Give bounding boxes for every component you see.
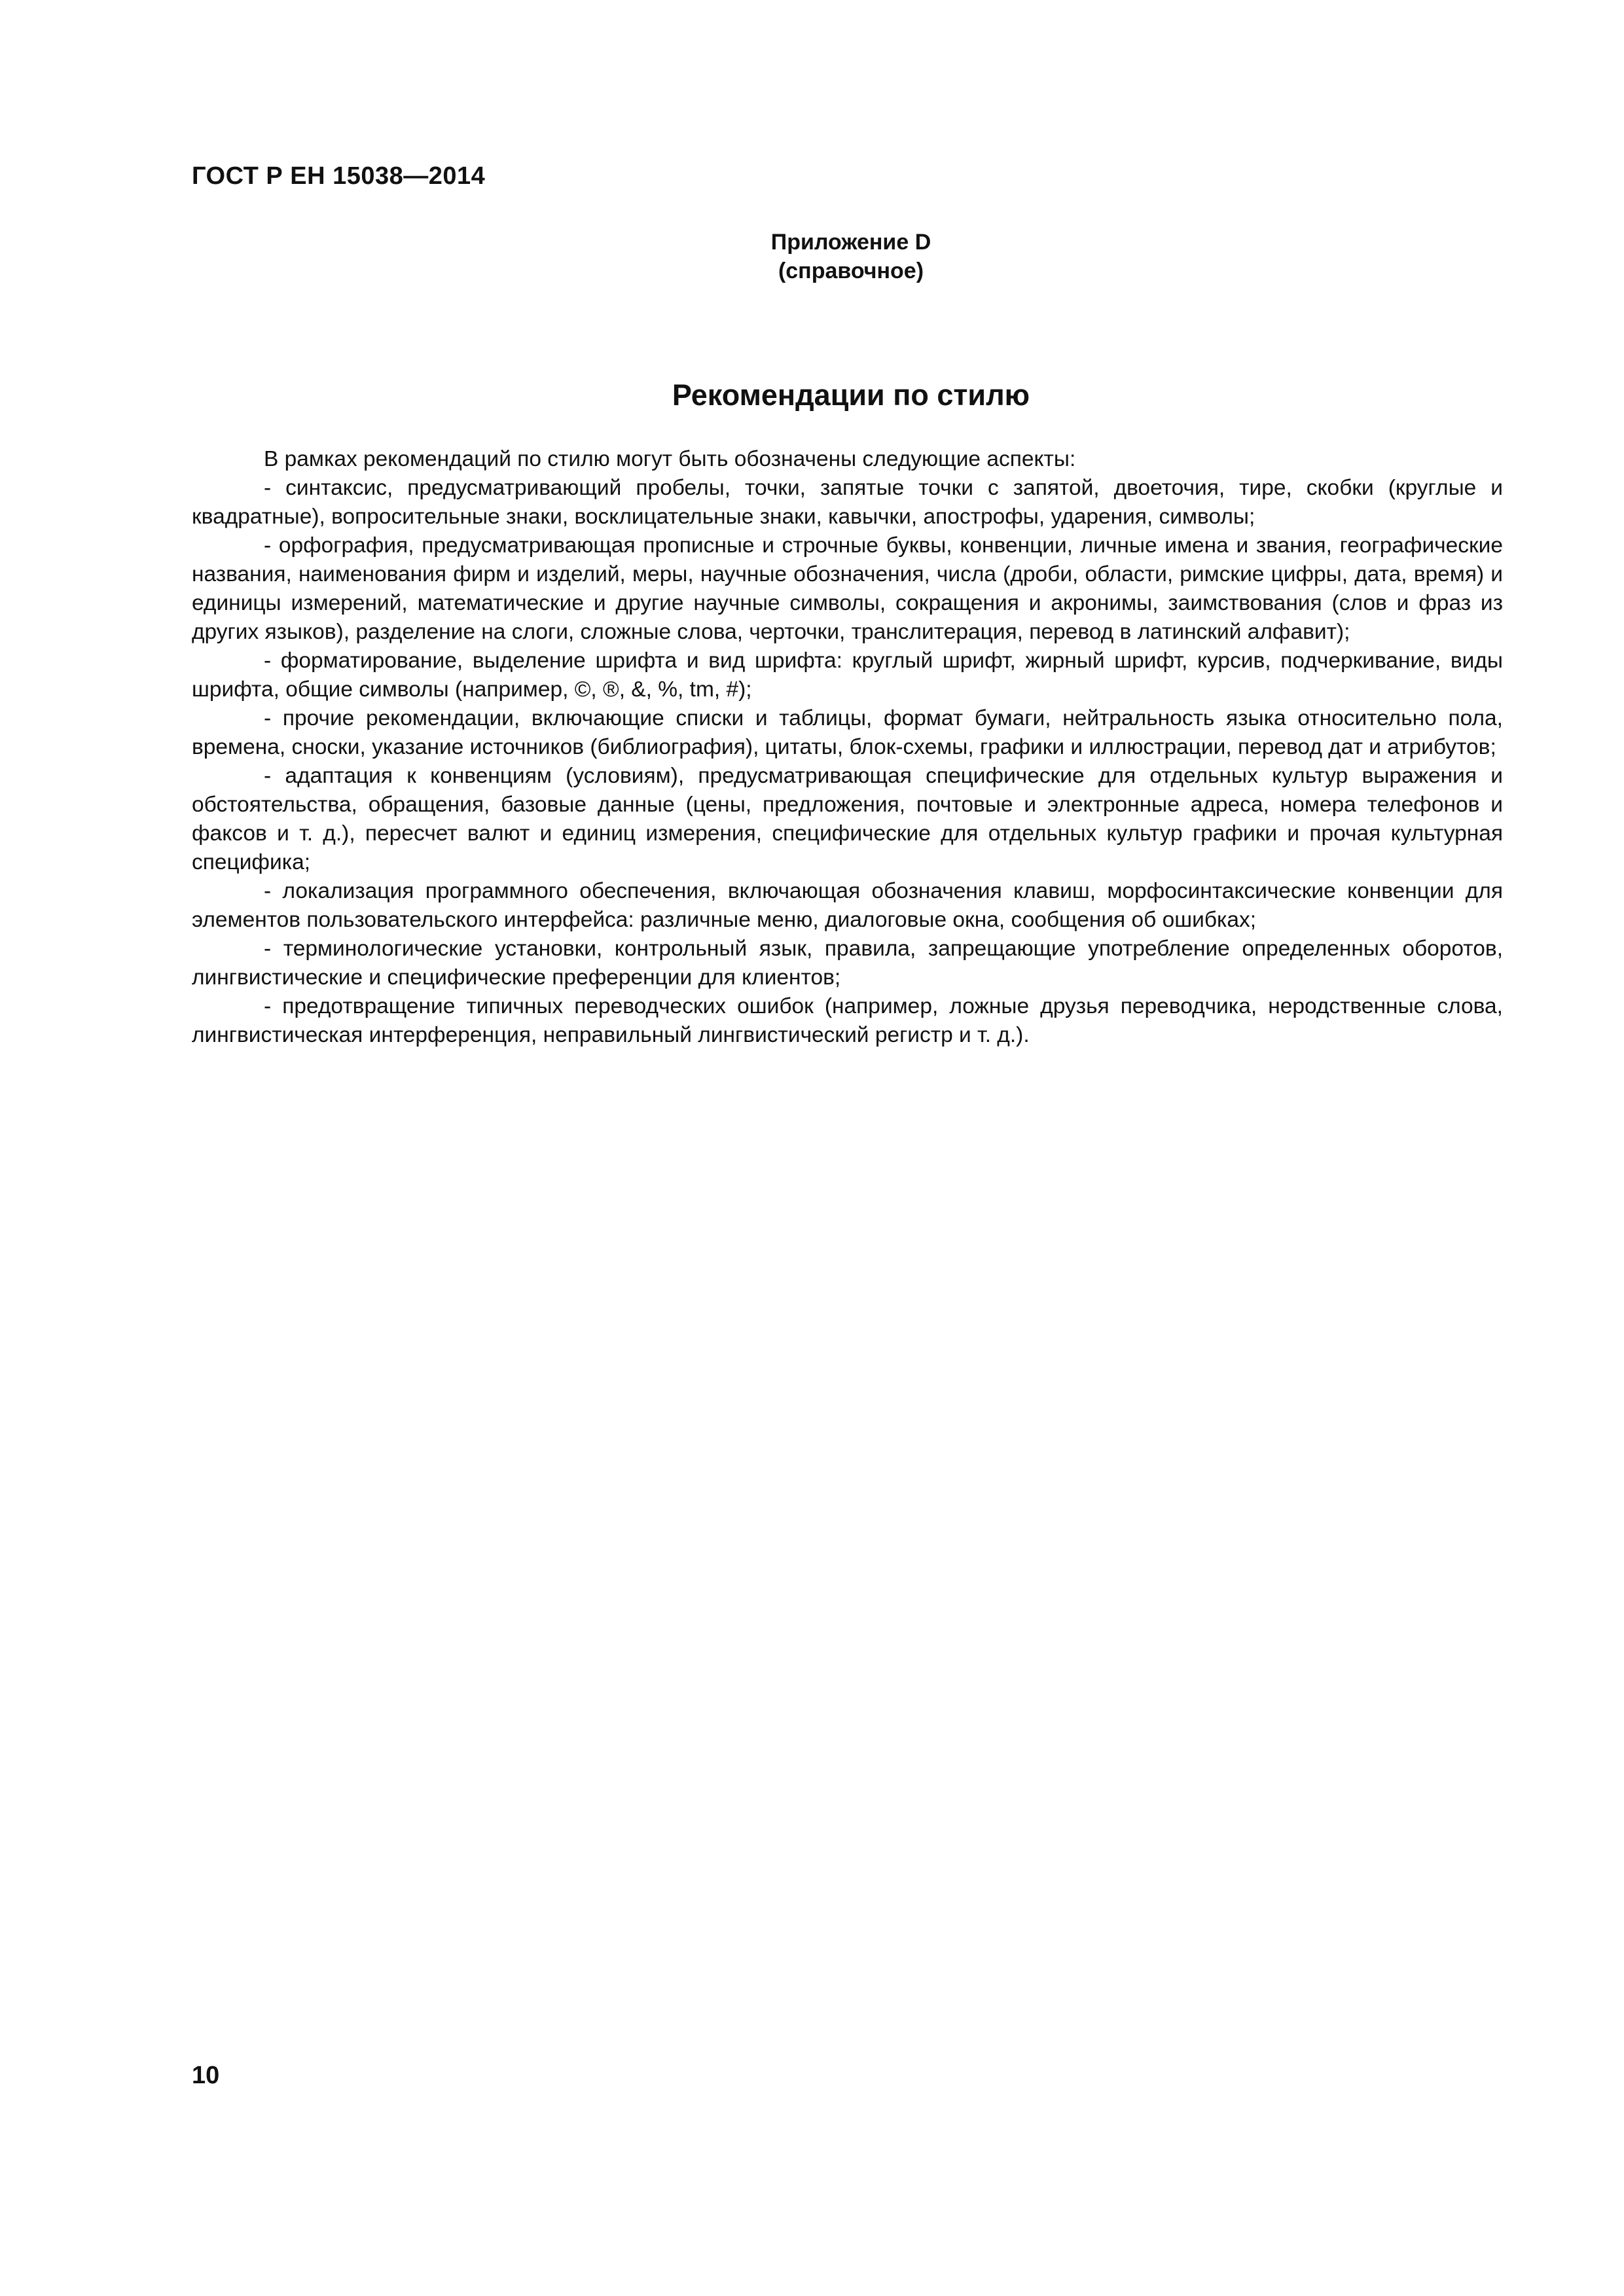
paragraph-other-recommendations: - прочие рекомендации, включающие списки и таблицы, формат бумаги, нейтральность языка относительно пола, времена, сноски, указание источников (библиография), цитаты, блок-схемы, графики и иллюстрации, перевод дат и атрибутов;: [192, 706, 1503, 759]
paragraph-adaptation: - адаптация к конвенциям (условиям), предусматривающая специфические для отдельных культур выражения и обстоятельства, обращения, базовые данные (цены, предложения, почтовые и электронные адреса, номера телефонов и факсов и т. д.), пересчет валют и единиц измерения, специфические для отдельных культур графики и прочая культурная специфика;: [192, 764, 1503, 874]
appendix-heading: [668, 228, 1034, 285]
body-text: [192, 445, 1503, 1050]
paragraph-terminology: - терминологические установки, контрольный язык, правила, запрещающие употребление определенных оборотов, лингвистические и специфические преференции для клиентов;: [192, 937, 1503, 990]
paragraph-localization: - локализация программного обеспечения, включающая обозначения клавиш, морфосинтаксические конвенции для элементов пользовательского интерфейса: различные меню, диалоговые окна, сообщения об ошибках;: [192, 879, 1503, 932]
appendix-type: (справочное): [778, 259, 924, 283]
paragraph-formatting: - форматирование, выделение шрифта и вид шрифта: круглый шрифт, жирный шрифт, курсив, подчеркивание, виды шрифта, общие символы (например, ©, ®, &, %, tm, #);: [192, 649, 1503, 702]
paragraph-error-prevention: - предотвращение типичных переводческих ошибок (например, ложные друзья переводчика, неродственные слова, лингвистическая интерференция, неправильный лингвистический регистр и т. д.).: [192, 994, 1503, 1047]
appendix-label: Приложение D: [770, 230, 931, 255]
paragraph-orthography: - орфография, предусматривающая прописные и строчные буквы, конвенции, личные имена и звания, географические названия, наименования фирм и изделий, меры, научные обозначения, числа (дроби, области, римские цифры, дата, время) и единицы измерений, математические и другие научные символы, сокращения и акронимы, заимствования (слов и фраз из других языков), разделение на слоги, сложные слова, черточки, транслитерация, перевод в латинский алфавит);: [192, 533, 1503, 644]
paragraph-syntax: - синтаксис, предусматривающий пробелы, точки, запятые точки с запятой, двоеточия, тире, скобки (круглые и квадратные), вопросительные знаки, восклицательные знаки, кавычки, апострофы, ударения, символы;: [192, 476, 1503, 529]
paragraph-intro: В рамках рекомендаций по стилю могут быть обозначены следующие аспекты:: [264, 447, 1076, 471]
document-code: ГОСТ Р ЕН 15038—2014: [192, 162, 486, 190]
section-title: Рекомендации по стилю: [672, 378, 1030, 412]
page-number: 10: [192, 2062, 220, 2089]
